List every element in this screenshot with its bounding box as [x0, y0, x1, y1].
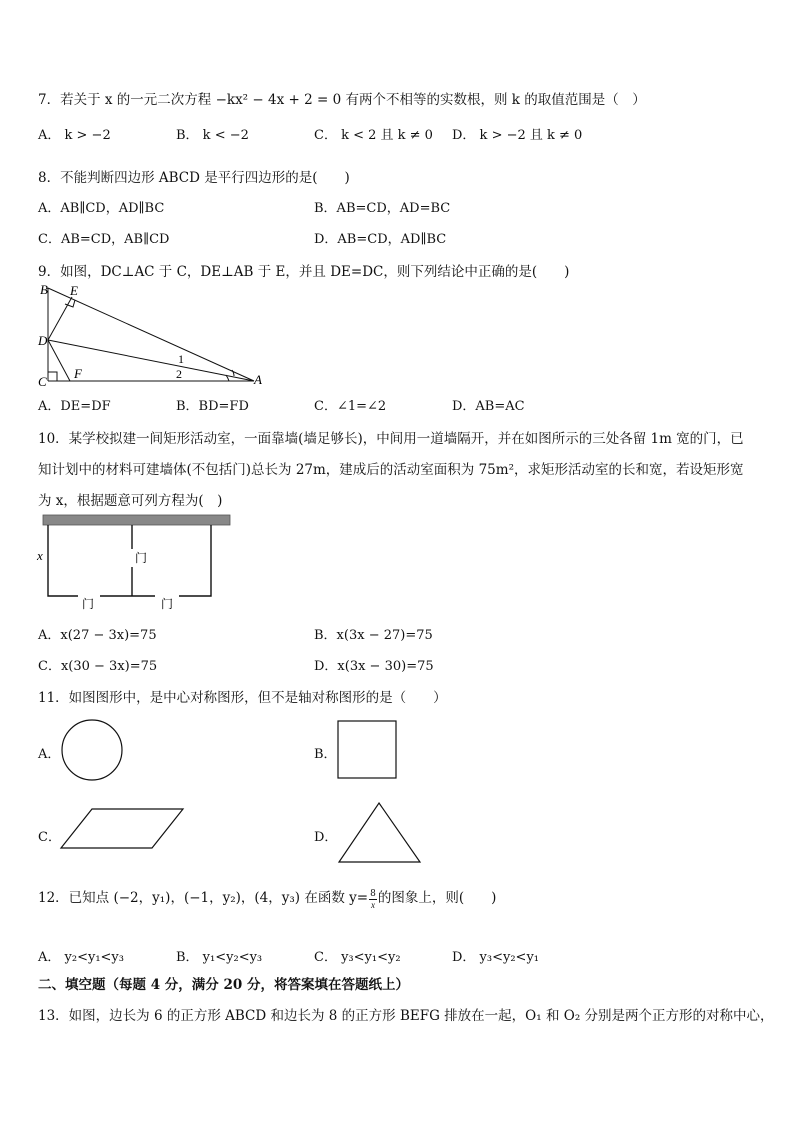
- q9-line-de: [48, 297, 72, 340]
- q10-right-wall: [179, 525, 211, 596]
- q11-square-figure: [336, 719, 400, 781]
- q8-option-b: B．AB=CD，AD=BC: [314, 201, 451, 216]
- q12-option-c: C． y₃<y₁<y₂: [314, 950, 401, 965]
- q8-option-c: C．AB=CD，AB∥CD: [38, 232, 170, 247]
- q10-option-d: D．x(3x − 30)=75: [314, 659, 434, 674]
- q11-stem: 11．如图图形中，是中心对称图形，但不是轴对称图形的是（ ）: [38, 690, 447, 706]
- q10-stem-line-3: 为 x，根据题意可列方程为( ): [38, 493, 223, 509]
- q9-option-a: A．DE=DF: [38, 399, 111, 414]
- q10-room-figure: [36, 512, 236, 612]
- q10-label-door-middle: 门: [135, 551, 148, 565]
- q12-option-d: D． y₃<y₂<y₁: [452, 950, 540, 965]
- q8-option-a: A．AB∥CD，AD∥BC: [38, 201, 165, 216]
- q12-stem-before: 12．已知点 (−2，y₁)，(−1，y₂)，(4，y₃) 在函数 y=: [38, 890, 369, 906]
- q10-wall: [43, 515, 230, 525]
- section-2-title: 二、填空题（每题 4 分，满分 20 分，将答案填在答题纸上）: [38, 977, 409, 993]
- q9-label-a: A: [254, 372, 262, 387]
- q10-option-b: B．x(3x − 27)=75: [314, 628, 433, 643]
- q9-label-d: D: [38, 333, 48, 348]
- q11-circle: [62, 720, 122, 780]
- q8-option-d: D．AB=CD，AD∥BC: [314, 232, 447, 247]
- q11-label-b: B．: [314, 747, 337, 762]
- q9-label-f: F: [74, 366, 82, 381]
- q12-fraction: [369, 889, 377, 910]
- q10-stem-line-2: 知计划中的材料可建墙体(不包括门)总长为 27m，建成后的活动室面积为 75m²，求矩形活动室的长和宽，若设矩形宽: [38, 462, 744, 478]
- q9-label-c: C: [38, 374, 47, 389]
- q9-label-b: B: [40, 282, 48, 297]
- q10-option-c: C．x(30 − 3x)=75: [38, 659, 158, 674]
- q12-fraction-denominator: x: [370, 900, 375, 910]
- q11-label-d: D．: [314, 830, 338, 845]
- q12-option-b: B． y₁<y₂<y₃: [176, 950, 263, 965]
- q12-option-a: A． y₂<y₁<y₃: [38, 950, 124, 965]
- q11-parallelogram-figure: [58, 806, 188, 852]
- q12-fraction-numerator: 8: [370, 889, 376, 899]
- q9-option-b: B．BD=FD: [176, 399, 249, 414]
- q10-label-door-left: 门: [82, 597, 95, 611]
- q9-stem: 9．如图，DC⊥AC 于 C，DE⊥AB 于 E，并且 DE=DC，则下列结论中正确的是( ): [38, 264, 570, 280]
- q9-label-angle-2: 2: [176, 367, 182, 381]
- q9-angle-arc-1: [232, 370, 234, 376]
- q7-option-c: C． k < 2 且 k ≠ 0: [314, 128, 433, 143]
- q8-stem: 8．不能判断四边形 ABCD 是平行四边形的是( ): [38, 170, 350, 186]
- q11-label-a: A．: [38, 747, 61, 762]
- q11-triangle-figure: [336, 800, 426, 866]
- q12-stem: [38, 886, 496, 910]
- q9-line-df: [48, 340, 70, 381]
- q10-left-wall: [48, 525, 78, 596]
- q10-option-a: A．x(27 − 3x)=75: [38, 628, 157, 643]
- q12-stem-after: 的图象上，则( ): [377, 890, 497, 906]
- q10-label-x: x: [37, 548, 43, 563]
- q11-square: [338, 721, 396, 778]
- q9-triangle-figure: [36, 280, 266, 390]
- q13-stem: 13．如图，边长为 6 的正方形 ABCD 和边长为 8 的正方形 BEFG 排放在一起，O₁ 和 O₂ 分别是两个正方形的对称中心，: [38, 1008, 774, 1024]
- q9-right-angle-c: [48, 372, 57, 381]
- q9-option-c: C．∠1=∠2: [314, 399, 387, 414]
- q7-stem: 7．若关于 x 的一元二次方程 −kx² − 4x + 2 = 0 有两个不相等的实数根，则 k 的取值范围是（ ）: [38, 92, 646, 108]
- q7-option-b: B． k < −2: [176, 128, 249, 143]
- q7-option-a: A． k > −2: [38, 128, 111, 143]
- q11-triangle: [339, 803, 420, 862]
- q9-option-d: D．AB=AC: [452, 399, 525, 414]
- q10-stem-line-1: 10．某学校拟建一间矩形活动室，一面靠墙(墙足够长)，中间用一道墙隔开，并在如图所示的三处各留 1m 宽的门，已: [38, 431, 744, 447]
- q11-circle-figure: [60, 718, 124, 782]
- q11-parallelogram: [61, 809, 183, 848]
- q11-label-c: C．: [38, 830, 61, 845]
- q9-label-angle-1: 1: [178, 352, 184, 366]
- q10-label-door-right: 门: [161, 597, 174, 611]
- q7-option-d: D． k > −2 且 k ≠ 0: [452, 128, 583, 143]
- q9-label-e: E: [70, 283, 78, 298]
